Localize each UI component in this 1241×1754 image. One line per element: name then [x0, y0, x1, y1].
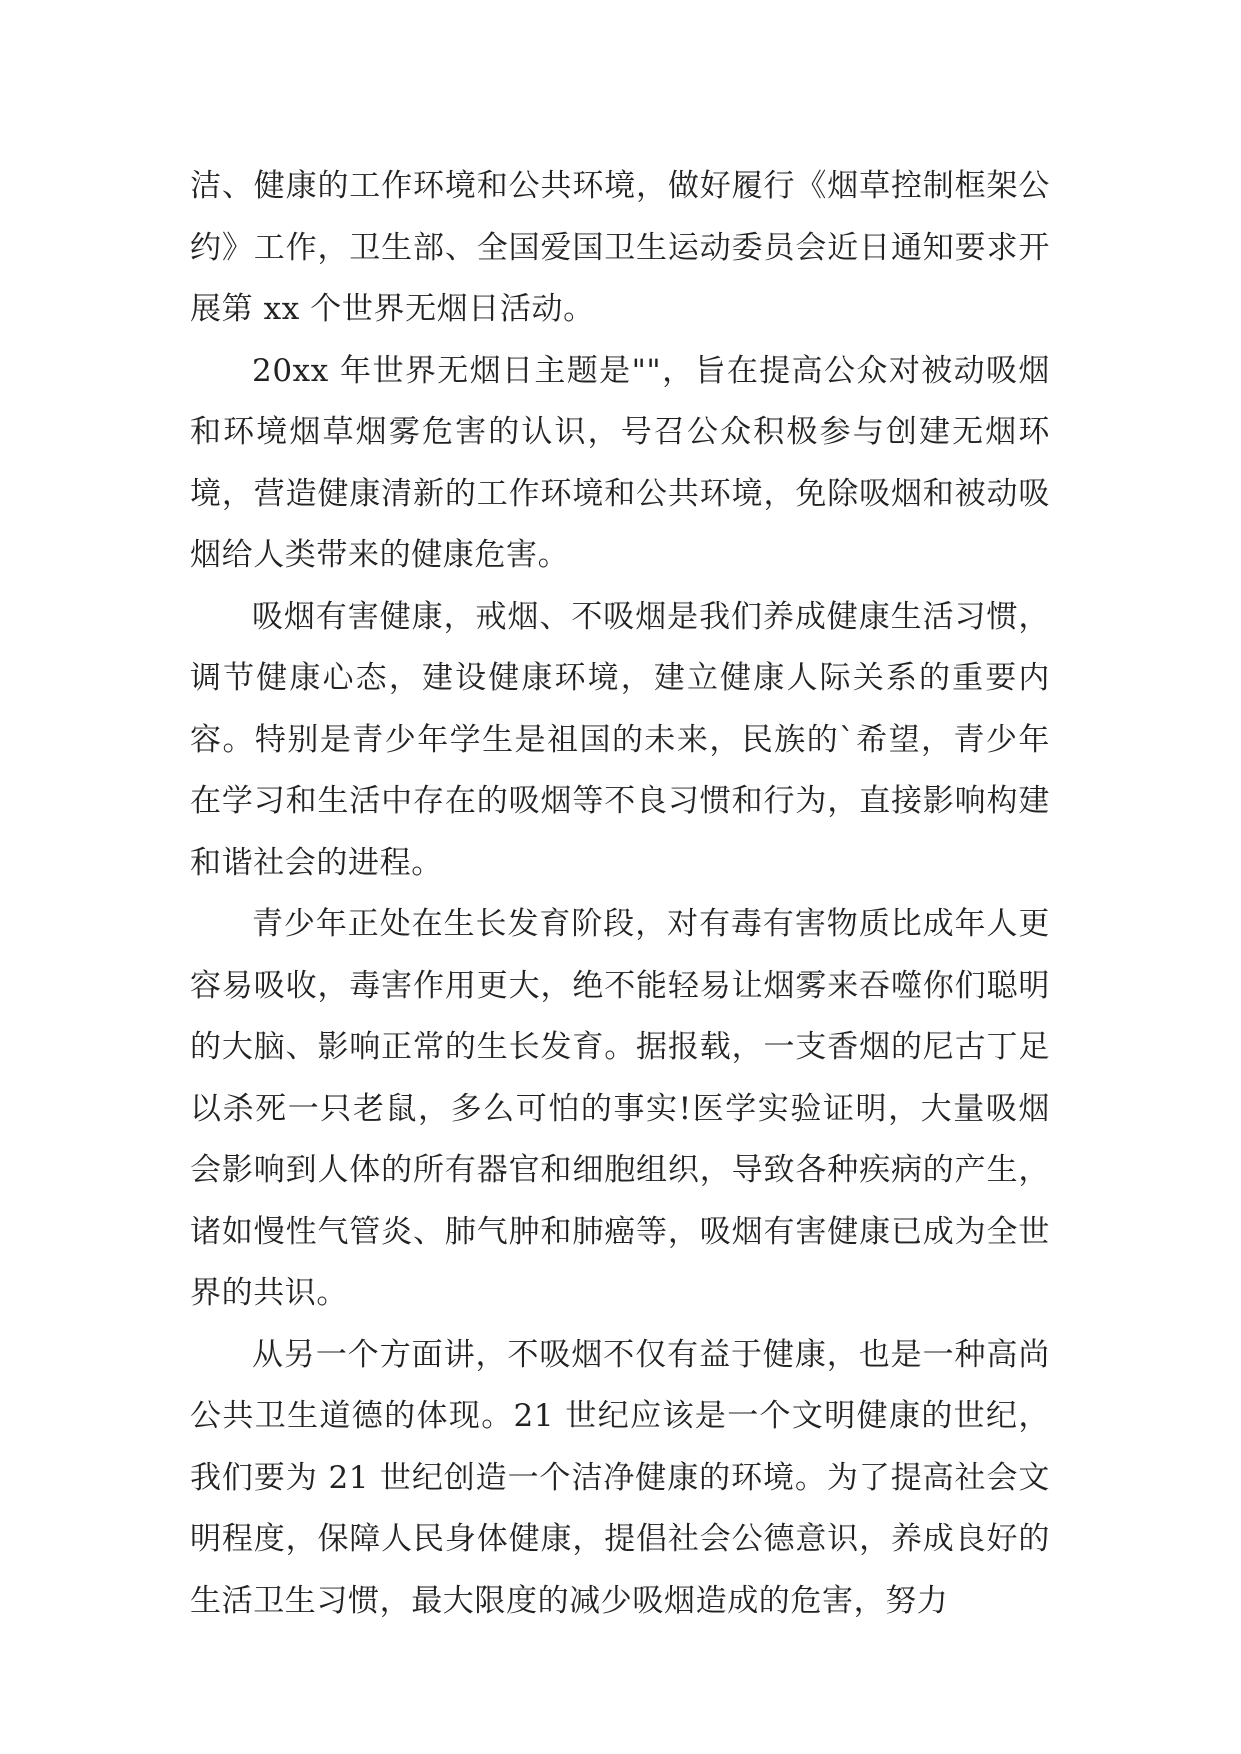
paragraph-3: 吸烟有害健康，戒烟、不吸烟是我们养成健康生活习惯，调节健康心态，建设健康环境，建立健康人际关系的重要内容。特别是青少年学生是祖国的未来，民族的`希望，青少年在学习和生活中存在的吸烟等不良习惯和行为，直接影响构建和谐社会的进程。 [190, 598, 1050, 881]
paragraph-2: 20xx 年世界无烟日主题是""，旨在提高公众对被动吸烟和环境烟草烟雾危害的认识，号召公众积极参与创建无烟环境，营造健康清新的工作环境和公共环境，免除吸烟和被动吸烟给人类带来的健康危害。 [190, 352, 1050, 573]
paragraph-1: 洁、健康的工作环境和公共环境，做好履行《烟草控制框架公约》工作，卫生部、全国爱国卫生运动委员会近日通知要求开展第 xx 个世界无烟日活动。 [190, 168, 1050, 327]
paragraph-5: 从另一个方面讲，不吸烟不仅有益于健康，也是一种高尚公共卫生道德的体现。21 世纪应该是一个文明健康的世纪，我们要为 21 世纪创造一个洁净健康的环境。为了提高社会文明程度，保障人民身体健康，提倡社会公德意识，养成良好的生活卫生习惯，最大限度的减少吸烟造成的危害，努力 [190, 1336, 1050, 1619]
document-body [190, 156, 1050, 1632]
paragraph-4: 青少年正处在生长发育阶段，对有毒有害物质比成年人更容易吸收，毒害作用更大，绝不能轻易让烟雾来吞噬你们聪明的大脑、影响正常的生长发育。据报载，一支香烟的尼古丁足以杀死一只老鼠，多么可怕的事实!医学实验证明，大量吸烟会影响到人体的所有器官和细胞组织，导致各种疾病的产生，诸如慢性气管炎、肺气肿和肺癌等，吸烟有害健康已成为全世界的共识。 [190, 906, 1050, 1311]
